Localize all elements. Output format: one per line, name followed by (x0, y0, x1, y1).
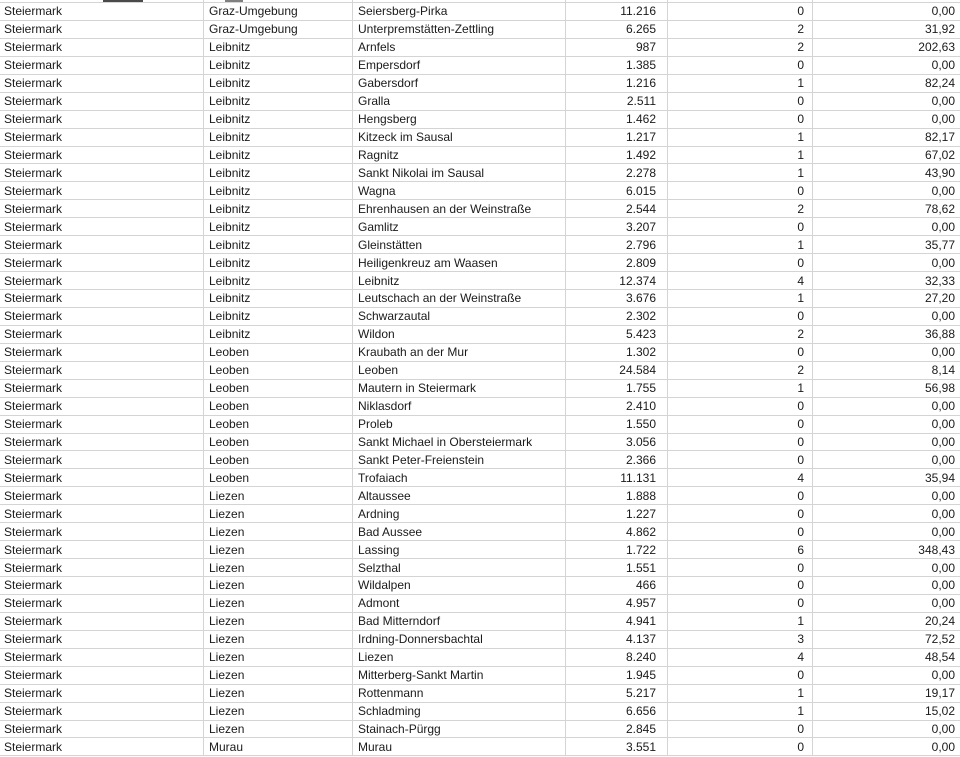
table-row (0, 272, 960, 290)
cell-population[interactable]: 6.265 (566, 21, 668, 39)
cell-cases[interactable]: 0 (668, 667, 813, 685)
cell-population[interactable]: 2.366 (566, 451, 668, 469)
cell-state[interactable]: Steiermark (0, 326, 204, 344)
cell-incidence[interactable]: 36,88 (813, 326, 960, 344)
table-row (0, 147, 960, 165)
cell-municipality[interactable]: Gabersdorf (353, 75, 566, 93)
cell-incidence[interactable]: 48,54 (813, 649, 960, 667)
cell-incidence[interactable]: 32,33 (813, 272, 960, 290)
cell-incidence[interactable]: 0,00 (813, 721, 960, 739)
cell-state[interactable]: Steiermark (0, 469, 204, 487)
cell-district[interactable]: Leibnitz (204, 164, 353, 182)
cell-incidence[interactable]: 0,00 (813, 416, 960, 434)
cell-incidence[interactable]: 0,00 (813, 398, 960, 416)
cell-state[interactable]: Steiermark (0, 200, 204, 218)
cell-district[interactable]: Liezen (204, 667, 353, 685)
cell-incidence[interactable]: 72,52 (813, 631, 960, 649)
cell-cases[interactable]: 2 (668, 362, 813, 380)
cell-district[interactable]: Leoben (204, 362, 353, 380)
table-row (0, 93, 960, 111)
table-row (0, 380, 960, 398)
cell-incidence[interactable]: 20,24 (813, 613, 960, 631)
clipped-text-fragment (225, 0, 243, 2)
cell-district[interactable]: Leibnitz (204, 326, 353, 344)
cell-district[interactable]: Leibnitz (204, 129, 353, 147)
cell-district[interactable]: Leoben (204, 416, 353, 434)
cell-state[interactable]: Steiermark (0, 218, 204, 236)
cell-municipality[interactable]: Liezen (353, 649, 566, 667)
cell-population[interactable]: 1.492 (566, 147, 668, 165)
table-row (0, 164, 960, 182)
cell-municipality[interactable]: Lassing (353, 541, 566, 559)
cell-state[interactable]: Steiermark (0, 703, 204, 721)
cell-cases[interactable]: 0 (668, 595, 813, 613)
table-row (0, 290, 960, 308)
cell-population[interactable]: 24.584 (566, 362, 668, 380)
cell-municipality[interactable]: Ardning (353, 505, 566, 523)
cell-state[interactable]: Steiermark (0, 434, 204, 452)
cell-population[interactable]: 987 (566, 39, 668, 57)
table-row (0, 487, 960, 505)
cell-district[interactable]: Liezen (204, 523, 353, 541)
cell-municipality[interactable]: Mitterberg-Sankt Martin (353, 667, 566, 685)
table-row (0, 721, 960, 739)
cell-incidence[interactable]: 43,90 (813, 164, 960, 182)
cell-incidence[interactable]: 0,00 (813, 182, 960, 200)
cell-municipality[interactable]: Stainach-Pürgg (353, 721, 566, 739)
cell-population[interactable]: 2.809 (566, 254, 668, 272)
cell-state[interactable]: Steiermark (0, 344, 204, 362)
cell-population[interactable]: 3.056 (566, 434, 668, 452)
cell-municipality[interactable]: Rottenmann (353, 685, 566, 703)
cell-municipality[interactable]: Leutschach an der Weinstraße (353, 290, 566, 308)
cell-cases[interactable]: 0 (668, 523, 813, 541)
cell-municipality[interactable]: Bad Mitterndorf (353, 613, 566, 631)
cell-cases[interactable]: 0 (668, 487, 813, 505)
cell-population[interactable]: 2.511 (566, 93, 668, 111)
cell-population[interactable]: 11.131 (566, 469, 668, 487)
cell-state[interactable]: Steiermark (0, 129, 204, 147)
cell-district[interactable]: Leibnitz (204, 57, 353, 75)
cell-cases[interactable]: 3 (668, 631, 813, 649)
cell-district[interactable]: Graz-Umgebung (204, 3, 353, 21)
cell-state[interactable]: Steiermark (0, 649, 204, 667)
cell-district[interactable]: Leibnitz (204, 254, 353, 272)
cell-state[interactable]: Steiermark (0, 147, 204, 165)
table-row (0, 631, 960, 649)
cell-incidence[interactable]: 0,00 (813, 434, 960, 452)
cell-district[interactable]: Leoben (204, 451, 353, 469)
cell-district[interactable]: Leibnitz (204, 182, 353, 200)
cell-district[interactable]: Liezen (204, 703, 353, 721)
cell-incidence[interactable]: 56,98 (813, 380, 960, 398)
cell-population[interactable]: 5.217 (566, 685, 668, 703)
cell-municipality[interactable]: Wagna (353, 182, 566, 200)
cell-population[interactable]: 4.137 (566, 631, 668, 649)
table-row (0, 667, 960, 685)
cell-district[interactable]: Liezen (204, 685, 353, 703)
cell-cases[interactable]: 1 (668, 703, 813, 721)
cell-population[interactable]: 11.216 (566, 3, 668, 21)
cell-incidence[interactable]: 0,00 (813, 559, 960, 577)
cell-district[interactable]: Leibnitz (204, 236, 353, 254)
cell-municipality[interactable]: Proleb (353, 416, 566, 434)
cell-state[interactable]: Steiermark (0, 667, 204, 685)
cell-population[interactable]: 3.207 (566, 218, 668, 236)
cell-incidence[interactable]: 202,63 (813, 39, 960, 57)
cell-incidence[interactable]: 8,14 (813, 362, 960, 380)
table-row (0, 738, 960, 756)
table-row (0, 308, 960, 326)
cell-cases[interactable]: 4 (668, 469, 813, 487)
cell-municipality[interactable]: Arnfels (353, 39, 566, 57)
cell-population[interactable]: 2.410 (566, 398, 668, 416)
cell-population[interactable]: 1.551 (566, 559, 668, 577)
cell-state[interactable]: Steiermark (0, 721, 204, 739)
cell-municipality[interactable]: Ehrenhausen an der Weinstraße (353, 200, 566, 218)
cell-cases[interactable]: 1 (668, 290, 813, 308)
cell-incidence[interactable]: 0,00 (813, 667, 960, 685)
cell-incidence[interactable]: 0,00 (813, 523, 960, 541)
table-row (0, 416, 960, 434)
cell-municipality[interactable]: Gralla (353, 93, 566, 111)
table-row (0, 613, 960, 631)
cell-state[interactable]: Steiermark (0, 398, 204, 416)
cell-municipality[interactable]: Murau (353, 738, 566, 756)
cell-municipality[interactable]: Altaussee (353, 487, 566, 505)
cell-incidence[interactable]: 0,00 (813, 738, 960, 756)
table-row (0, 200, 960, 218)
cell-municipality[interactable]: Seiersberg-Pirka (353, 3, 566, 21)
cell-cases[interactable]: 0 (668, 416, 813, 434)
cell-population[interactable]: 2.845 (566, 721, 668, 739)
table-row (0, 685, 960, 703)
table-row (0, 111, 960, 129)
table-row (0, 451, 960, 469)
cell-municipality[interactable]: Mautern in Steiermark (353, 380, 566, 398)
cell-state[interactable]: Steiermark (0, 380, 204, 398)
cell-municipality[interactable]: Sankt Michael in Obersteiermark (353, 434, 566, 452)
cell-municipality[interactable]: Wildalpen (353, 577, 566, 595)
cell-incidence[interactable]: 0,00 (813, 577, 960, 595)
cell-municipality[interactable]: Kitzeck im Sausal (353, 129, 566, 147)
cell-district[interactable]: Leibnitz (204, 200, 353, 218)
cell-population[interactable]: 1.755 (566, 380, 668, 398)
cell-state[interactable]: Steiermark (0, 505, 204, 523)
cell-district[interactable]: Leoben (204, 380, 353, 398)
cell-cases[interactable]: 0 (668, 398, 813, 416)
cell-state[interactable]: Steiermark (0, 75, 204, 93)
cell-municipality[interactable]: Gamlitz (353, 218, 566, 236)
cell-population[interactable]: 1.302 (566, 344, 668, 362)
cell-district[interactable]: Murau (204, 738, 353, 756)
cell-district[interactable]: Liezen (204, 721, 353, 739)
cell-cases[interactable]: 1 (668, 685, 813, 703)
table-row (0, 649, 960, 667)
cell-district[interactable]: Leibnitz (204, 147, 353, 165)
cell-population[interactable]: 1.385 (566, 57, 668, 75)
cell-state[interactable]: Steiermark (0, 182, 204, 200)
cell-state[interactable]: Steiermark (0, 272, 204, 290)
cell-district[interactable]: Liezen (204, 559, 353, 577)
cell-municipality[interactable]: Selzthal (353, 559, 566, 577)
table-row (0, 39, 960, 57)
cell-district[interactable]: Leibnitz (204, 39, 353, 57)
cell-district[interactable]: Liezen (204, 541, 353, 559)
cell-cases[interactable]: 1 (668, 147, 813, 165)
cell-incidence[interactable]: 35,94 (813, 469, 960, 487)
cell-incidence[interactable]: 0,00 (813, 254, 960, 272)
cell-cases[interactable]: 1 (668, 236, 813, 254)
cell-cases[interactable]: 0 (668, 254, 813, 272)
cell-population[interactable]: 12.374 (566, 272, 668, 290)
cell-municipality[interactable]: Hengsberg (353, 111, 566, 129)
cell-municipality[interactable]: Schladming (353, 703, 566, 721)
cell-municipality[interactable]: Sankt Nikolai im Sausal (353, 164, 566, 182)
cell-population[interactable]: 8.240 (566, 649, 668, 667)
table-row (0, 362, 960, 380)
cell-cases[interactable]: 1 (668, 613, 813, 631)
cell-district[interactable]: Liezen (204, 595, 353, 613)
cell-municipality[interactable]: Niklasdorf (353, 398, 566, 416)
cell-cases[interactable]: 0 (668, 505, 813, 523)
cell-cases[interactable]: 0 (668, 344, 813, 362)
cell-population[interactable]: 1.945 (566, 667, 668, 685)
cell-district[interactable]: Leoben (204, 398, 353, 416)
cell-cases[interactable]: 1 (668, 129, 813, 147)
table-row (0, 254, 960, 272)
cell-cases[interactable]: 0 (668, 721, 813, 739)
cell-cases[interactable]: 0 (668, 577, 813, 595)
cell-state[interactable]: Steiermark (0, 738, 204, 756)
cell-incidence[interactable]: 35,77 (813, 236, 960, 254)
table-row (0, 3, 960, 21)
cell-municipality[interactable]: Schwarzautal (353, 308, 566, 326)
cell-cases[interactable]: 0 (668, 738, 813, 756)
table-row (0, 326, 960, 344)
cell-district[interactable]: Leoben (204, 469, 353, 487)
cell-population[interactable]: 2.278 (566, 164, 668, 182)
cell-municipality[interactable]: Gleinstätten (353, 236, 566, 254)
cell-population[interactable]: 1.216 (566, 75, 668, 93)
cell-cases[interactable]: 0 (668, 308, 813, 326)
cell-cases[interactable]: 2 (668, 326, 813, 344)
table-row (0, 703, 960, 721)
cell-state[interactable]: Steiermark (0, 631, 204, 649)
cell-incidence[interactable]: 31,92 (813, 21, 960, 39)
cell-cases[interactable]: 4 (668, 272, 813, 290)
cell-population[interactable]: 1.462 (566, 111, 668, 129)
cell-state[interactable]: Steiermark (0, 685, 204, 703)
cell-incidence[interactable]: 27,20 (813, 290, 960, 308)
cell-state[interactable]: Steiermark (0, 111, 204, 129)
cell-incidence[interactable]: 0,00 (813, 487, 960, 505)
cell-state[interactable]: Steiermark (0, 21, 204, 39)
cell-incidence[interactable]: 0,00 (813, 218, 960, 236)
cell-state[interactable]: Steiermark (0, 236, 204, 254)
cell-incidence[interactable]: 19,17 (813, 685, 960, 703)
cell-cases[interactable]: 1 (668, 380, 813, 398)
cell-incidence[interactable]: 0,00 (813, 505, 960, 523)
table-row (0, 182, 960, 200)
cell-district[interactable]: Leoben (204, 344, 353, 362)
cell-state[interactable]: Steiermark (0, 164, 204, 182)
cell-incidence[interactable]: 0,00 (813, 308, 960, 326)
table-row (0, 21, 960, 39)
rows-container (0, 3, 960, 756)
cell-cases[interactable]: 0 (668, 434, 813, 452)
cell-district[interactable]: Leibnitz (204, 75, 353, 93)
cell-state[interactable]: Steiermark (0, 487, 204, 505)
cell-district[interactable]: Leibnitz (204, 218, 353, 236)
cell-cases[interactable]: 2 (668, 39, 813, 57)
cell-incidence[interactable]: 0,00 (813, 344, 960, 362)
cell-cases[interactable]: 1 (668, 164, 813, 182)
cell-incidence[interactable]: 0,00 (813, 595, 960, 613)
cell-district[interactable]: Leibnitz (204, 111, 353, 129)
cell-municipality[interactable]: Heiligenkreuz am Waasen (353, 254, 566, 272)
cell-incidence[interactable]: 78,62 (813, 200, 960, 218)
cell-cases[interactable]: 2 (668, 21, 813, 39)
cell-state[interactable]: Steiermark (0, 416, 204, 434)
cell-population[interactable]: 6.015 (566, 182, 668, 200)
cell-state[interactable]: Steiermark (0, 57, 204, 75)
cell-municipality[interactable]: Trofaiach (353, 469, 566, 487)
cell-population[interactable]: 3.676 (566, 290, 668, 308)
table-row (0, 344, 960, 362)
cell-state[interactable]: Steiermark (0, 308, 204, 326)
cell-state[interactable]: Steiermark (0, 559, 204, 577)
cell-population[interactable]: 4.862 (566, 523, 668, 541)
cell-population[interactable]: 466 (566, 577, 668, 595)
cell-state[interactable]: Steiermark (0, 541, 204, 559)
cell-district[interactable]: Liezen (204, 487, 353, 505)
cell-incidence[interactable]: 82,24 (813, 75, 960, 93)
cell-state[interactable]: Steiermark (0, 290, 204, 308)
cell-incidence[interactable]: 0,00 (813, 451, 960, 469)
cell-population[interactable]: 5.423 (566, 326, 668, 344)
cell-cases[interactable]: 0 (668, 182, 813, 200)
cell-district[interactable]: Leibnitz (204, 272, 353, 290)
cell-district[interactable]: Leoben (204, 434, 353, 452)
table-row (0, 505, 960, 523)
cell-municipality[interactable]: Ragnitz (353, 147, 566, 165)
cell-population[interactable]: 2.302 (566, 308, 668, 326)
cell-district[interactable]: Liezen (204, 613, 353, 631)
cell-population[interactable]: 4.941 (566, 613, 668, 631)
cell-cases[interactable]: 0 (668, 3, 813, 21)
table-row (0, 57, 960, 75)
table-row (0, 129, 960, 147)
cell-district[interactable]: Leibnitz (204, 290, 353, 308)
table-row (0, 398, 960, 416)
cell-state[interactable]: Steiermark (0, 39, 204, 57)
cell-cases[interactable]: 0 (668, 218, 813, 236)
cell-district[interactable]: Liezen (204, 631, 353, 649)
cell-state[interactable]: Steiermark (0, 613, 204, 631)
cell-cases[interactable]: 0 (668, 111, 813, 129)
cell-municipality[interactable]: Admont (353, 595, 566, 613)
cell-municipality[interactable]: Sankt Peter-Freienstein (353, 451, 566, 469)
cell-incidence[interactable]: 15,02 (813, 703, 960, 721)
cell-population[interactable]: 1.888 (566, 487, 668, 505)
cell-district[interactable]: Liezen (204, 505, 353, 523)
cell-population[interactable]: 2.796 (566, 236, 668, 254)
table-row (0, 75, 960, 93)
cell-state[interactable]: Steiermark (0, 3, 204, 21)
cell-cases[interactable]: 2 (668, 200, 813, 218)
cell-district[interactable]: Leibnitz (204, 93, 353, 111)
table-row (0, 577, 960, 595)
cell-municipality[interactable]: Leibnitz (353, 272, 566, 290)
cell-district[interactable]: Liezen (204, 577, 353, 595)
cell-population[interactable]: 6.656 (566, 703, 668, 721)
table-row (0, 218, 960, 236)
cell-district[interactable]: Liezen (204, 649, 353, 667)
cell-municipality[interactable]: Unterpremstätten-Zettling (353, 21, 566, 39)
cell-municipality[interactable]: Irdning-Donnersbachtal (353, 631, 566, 649)
cell-state[interactable]: Steiermark (0, 451, 204, 469)
table-row (0, 469, 960, 487)
cell-cases[interactable]: 4 (668, 649, 813, 667)
table-row (0, 595, 960, 613)
cell-municipality[interactable]: Leoben (353, 362, 566, 380)
cell-population[interactable]: 3.551 (566, 738, 668, 756)
cell-cases[interactable]: 0 (668, 93, 813, 111)
cell-municipality[interactable]: Kraubath an der Mur (353, 344, 566, 362)
cell-incidence[interactable]: 0,00 (813, 111, 960, 129)
cell-district[interactable]: Leibnitz (204, 308, 353, 326)
cell-state[interactable]: Steiermark (0, 362, 204, 380)
cell-district[interactable]: Graz-Umgebung (204, 21, 353, 39)
table-row (0, 559, 960, 577)
cell-incidence[interactable]: 0,00 (813, 57, 960, 75)
cell-incidence[interactable]: 0,00 (813, 3, 960, 21)
cell-cases[interactable]: 6 (668, 541, 813, 559)
cell-state[interactable]: Steiermark (0, 523, 204, 541)
cell-cases[interactable]: 0 (668, 451, 813, 469)
table-row (0, 541, 960, 559)
cell-population[interactable]: 1.550 (566, 416, 668, 434)
table-row (0, 236, 960, 254)
cell-incidence[interactable]: 348,43 (813, 541, 960, 559)
cell-population[interactable]: 1.217 (566, 129, 668, 147)
cell-cases[interactable]: 1 (668, 75, 813, 93)
cell-incidence[interactable]: 82,17 (813, 129, 960, 147)
cell-state[interactable]: Steiermark (0, 595, 204, 613)
cell-cases[interactable]: 0 (668, 559, 813, 577)
cell-incidence[interactable]: 0,00 (813, 93, 960, 111)
cell-municipality[interactable]: Empersdorf (353, 57, 566, 75)
cell-population[interactable]: 4.957 (566, 595, 668, 613)
cell-population[interactable]: 2.544 (566, 200, 668, 218)
cell-population[interactable]: 1.227 (566, 505, 668, 523)
clipped-text-fragment (103, 0, 143, 2)
cell-municipality[interactable]: Wildon (353, 326, 566, 344)
cell-cases[interactable]: 0 (668, 57, 813, 75)
table-row (0, 434, 960, 452)
cell-state[interactable]: Steiermark (0, 577, 204, 595)
cell-municipality[interactable]: Bad Aussee (353, 523, 566, 541)
cell-incidence[interactable]: 67,02 (813, 147, 960, 165)
cell-state[interactable]: Steiermark (0, 254, 204, 272)
cell-state[interactable]: Steiermark (0, 93, 204, 111)
table-row (0, 523, 960, 541)
cell-population[interactable]: 1.722 (566, 541, 668, 559)
